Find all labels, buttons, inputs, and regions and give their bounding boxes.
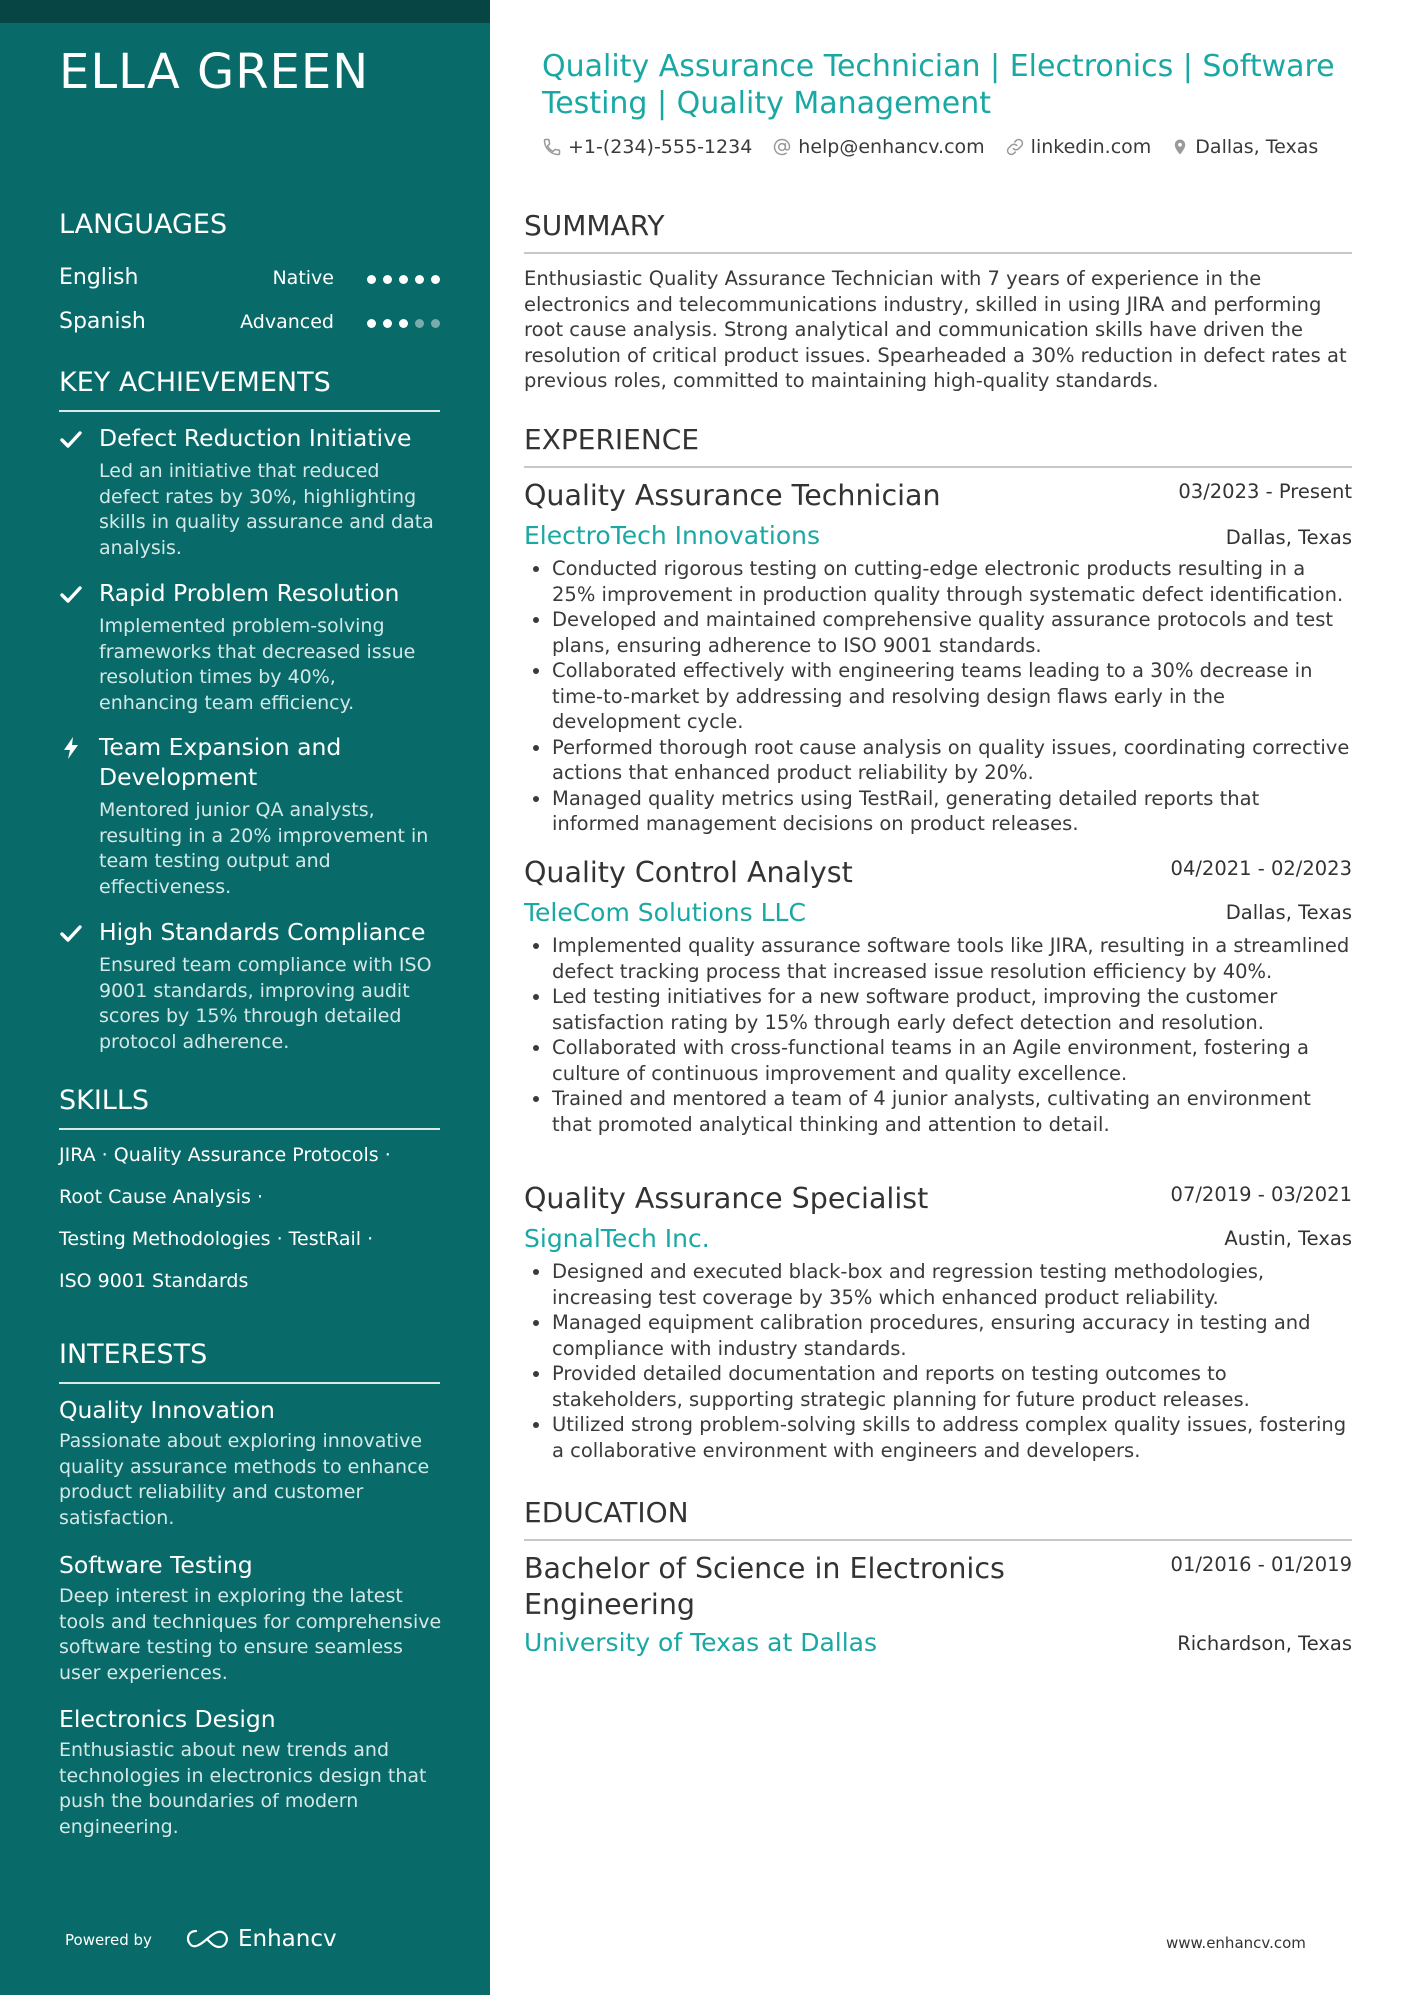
powered-by-label: Powered by bbox=[65, 1931, 152, 1949]
languages-heading: LANGUAGES bbox=[59, 209, 228, 240]
location-pin-icon bbox=[1171, 136, 1189, 158]
location-contact bbox=[1171, 136, 1318, 158]
job-bullets bbox=[524, 933, 1352, 1137]
interest-description: Enthusiastic about new trends and technologies in electronics design that push the boundaries of modern engineering. bbox=[59, 1739, 427, 1838]
school-name: University of Texas at Dallas bbox=[524, 1628, 878, 1657]
skills-line: JIRA · Quality Assurance Protocols · bbox=[59, 1144, 391, 1166]
achievement-item bbox=[59, 917, 440, 1055]
job-location: Austin, Texas bbox=[1224, 1227, 1352, 1250]
check-icon bbox=[59, 921, 83, 945]
enhancv-brand-name: Enhancv bbox=[238, 1926, 337, 1952]
education-location: Richardson, Texas bbox=[1177, 1632, 1352, 1655]
phone-icon bbox=[542, 137, 562, 157]
job-title: Quality Assurance Specialist bbox=[524, 1182, 929, 1215]
proficiency-dot-filled bbox=[383, 319, 392, 328]
proficiency-dot-filled bbox=[415, 275, 424, 284]
job-bullet: • Utilized strong problem-solving skills to address complex quality issues, fostering a collaborative environment with engineers and developers. bbox=[552, 1412, 1352, 1463]
education-entry bbox=[524, 1551, 1352, 1659]
check-icon bbox=[59, 427, 83, 451]
language-row bbox=[59, 265, 440, 297]
language-level: Native bbox=[272, 267, 334, 289]
proficiency-dot-filled bbox=[399, 275, 408, 284]
skills-line: Root Cause Analysis · bbox=[59, 1186, 264, 1208]
job-title: Quality Assurance Technician bbox=[524, 479, 941, 512]
interest-item bbox=[59, 1704, 449, 1840]
experience-entry bbox=[524, 855, 1352, 1137]
job-dates: 03/2023 - Present bbox=[1178, 480, 1352, 503]
job-bullets bbox=[524, 556, 1352, 837]
interest-description: Deep interest in exploring the latest tools and techniques for comprehensive software testing to ensure seamless user experiences. bbox=[59, 1585, 442, 1684]
enhancv-brand[interactable] bbox=[184, 1926, 337, 1952]
interest-item bbox=[59, 1550, 449, 1686]
proficiency-dot-empty bbox=[415, 319, 424, 328]
email-contact[interactable] bbox=[772, 136, 984, 158]
achievement-description: Ensured team compliance with ISO 9001 standards, improving audit scores by 15% through detailed protocol adherence. bbox=[99, 954, 432, 1053]
proficiency-dot-filled bbox=[367, 275, 376, 284]
summary-text: Enthusiastic Quality Assurance Technician with 7 years of experience in the electronics and telecommunications industry, skilled in using JIRA and performing root cause analysis. Strong analytical and communication skills have driven the resolution of critical product issues. Spearheaded a 30% reduction in defect rates at previous roles, committed to maintaining high-quality standards. bbox=[524, 267, 1347, 392]
language-row bbox=[59, 309, 440, 341]
job-bullet: • Implemented quality assurance software tools like JIRA, resulting in a streamlined defect tracking process that increased issue resolution efficiency by 40%. bbox=[552, 933, 1352, 984]
job-location: Dallas, Texas bbox=[1225, 526, 1352, 549]
language-proficiency-dots bbox=[367, 275, 440, 284]
degree-title: Bachelor of Science in Electronics Engineering bbox=[524, 1552, 1005, 1621]
achievement-description: Implemented problem-solving frameworks that decreased issue resolution times by 40%, enhancing team efficiency. bbox=[99, 615, 416, 714]
email-text: help@enhancv.com bbox=[798, 136, 985, 158]
proficiency-dot-filled bbox=[383, 275, 392, 284]
company-name: TeleCom Solutions LLC bbox=[524, 898, 806, 927]
linkedin-text: linkedin.com bbox=[1030, 136, 1152, 158]
interest-item bbox=[59, 1395, 449, 1531]
phone-contact[interactable] bbox=[542, 136, 752, 158]
achievement-description: Mentored junior QA analysts, resulting in a 20% improvement in team testing output and effectiveness. bbox=[99, 799, 429, 898]
achievement-title: Rapid Problem Resolution bbox=[99, 579, 400, 607]
lightning-icon bbox=[59, 736, 83, 760]
job-bullet: • Provided detailed documentation and reports on testing outcomes to stakeholders, supporting strategic planning for future product releases. bbox=[552, 1361, 1352, 1412]
job-dates: 07/2019 - 03/2021 bbox=[1170, 1183, 1352, 1206]
interest-description: Passionate about exploring innovative quality assurance methods to enhance product reliability and customer satisfaction. bbox=[59, 1430, 430, 1529]
at-icon bbox=[772, 137, 792, 157]
achievement-item bbox=[59, 732, 440, 900]
candidate-name: ELLA GREEN bbox=[59, 44, 370, 100]
proficiency-dot-filled bbox=[399, 319, 408, 328]
achievement-title: Team Expansion and Development bbox=[99, 733, 342, 791]
job-title: Quality Control Analyst bbox=[524, 856, 853, 889]
interest-title: Electronics Design bbox=[59, 1705, 276, 1733]
phone-text: +1-(234)-555-1234 bbox=[568, 136, 753, 158]
proficiency-dot-filled bbox=[431, 275, 440, 284]
interests-heading: INTERESTS bbox=[59, 1339, 440, 1384]
language-name: Spanish bbox=[59, 309, 146, 334]
company-name: SignalTech Inc. bbox=[524, 1224, 710, 1253]
education-heading: EDUCATION bbox=[524, 1496, 1352, 1541]
company-name: ElectroTech Innovations bbox=[524, 521, 821, 550]
proficiency-dot-empty bbox=[431, 319, 440, 328]
education-dates: 01/2016 - 01/2019 bbox=[1170, 1553, 1352, 1576]
job-bullet: • Performed thorough root cause analysis on quality issues, coordinating corrective actions that enhanced product reliability by 20%. bbox=[552, 735, 1352, 786]
enhancv-logo-icon bbox=[184, 1927, 230, 1951]
achievement-item bbox=[59, 423, 440, 561]
job-bullet: • Collaborated effectively with engineering teams leading to a 30% decrease in time-to-market by addressing and resolving design flaws early in the development cycle. bbox=[552, 658, 1352, 735]
job-bullet: • Collaborated with cross-functional teams in an Agile environment, fostering a culture of continuous improvement and quality excellence. bbox=[552, 1035, 1352, 1086]
proficiency-dot-filled bbox=[367, 319, 376, 328]
achievement-title: High Standards Compliance bbox=[99, 918, 426, 946]
key-achievements-heading: KEY ACHIEVEMENTS bbox=[59, 367, 440, 412]
job-location: Dallas, Texas bbox=[1225, 901, 1352, 924]
language-level: Advanced bbox=[240, 311, 334, 333]
language-proficiency-dots bbox=[367, 319, 440, 328]
interest-title: Software Testing bbox=[59, 1551, 253, 1579]
summary-heading: SUMMARY bbox=[524, 209, 1352, 254]
job-bullet: • Managed equipment calibration procedures, ensuring accuracy in testing and compliance with industry standards. bbox=[552, 1310, 1352, 1361]
experience-entry bbox=[524, 478, 1352, 837]
location-text: Dallas, Texas bbox=[1195, 136, 1319, 158]
interest-title: Quality Innovation bbox=[59, 1396, 275, 1424]
experience-heading: EXPERIENCE bbox=[524, 423, 1352, 468]
achievement-title: Defect Reduction Initiative bbox=[99, 424, 412, 452]
check-icon bbox=[59, 582, 83, 606]
linkedin-contact[interactable] bbox=[1005, 136, 1152, 158]
sidebar bbox=[0, 0, 490, 1995]
job-dates: 04/2021 - 02/2023 bbox=[1170, 857, 1352, 880]
skills-line: Testing Methodologies · TestRail · bbox=[59, 1228, 374, 1250]
achievement-item bbox=[59, 578, 440, 716]
headline: Quality Assurance Technician | Electronics | Software Testing | Quality Management bbox=[542, 49, 1335, 121]
link-icon bbox=[1005, 137, 1025, 157]
skills-line: ISO 9001 Standards bbox=[59, 1270, 249, 1292]
job-bullets bbox=[524, 1259, 1352, 1463]
website-url[interactable]: www.enhancv.com bbox=[1166, 1934, 1306, 1952]
job-bullet: • Conducted rigorous testing on cutting-edge electronic products resulting in a 25% improvement in production quality through systematic defect identification. bbox=[552, 556, 1352, 607]
experience-entry bbox=[524, 1181, 1352, 1463]
job-bullet: • Designed and executed black-box and regression testing methodologies, increasing test coverage by 35% which enhanced product reliability. bbox=[552, 1259, 1352, 1310]
contact-bar bbox=[542, 136, 1318, 158]
job-bullet: • Managed quality metrics using TestRail, generating detailed reports that informed management decisions on product releases. bbox=[552, 786, 1352, 837]
job-bullet: • Developed and maintained comprehensive quality assurance protocols and test plans, ensuring adherence to ISO 9001 standards. bbox=[552, 607, 1352, 658]
skills-heading: SKILLS bbox=[59, 1085, 440, 1130]
job-bullet: • Trained and mentored a team of 4 junior analysts, cultivating an environment that promoted analytical thinking and attention to detail. bbox=[552, 1086, 1352, 1137]
achievement-description: Led an initiative that reduced defect rates by 30%, highlighting skills in quality assurance and data analysis. bbox=[99, 460, 434, 559]
job-bullet: • Led testing initiatives for a new software product, improving the customer satisfaction rating by 15% through early defect detection and resolution. bbox=[552, 984, 1352, 1035]
sidebar-top-bar bbox=[0, 0, 490, 23]
language-name: English bbox=[59, 265, 139, 290]
